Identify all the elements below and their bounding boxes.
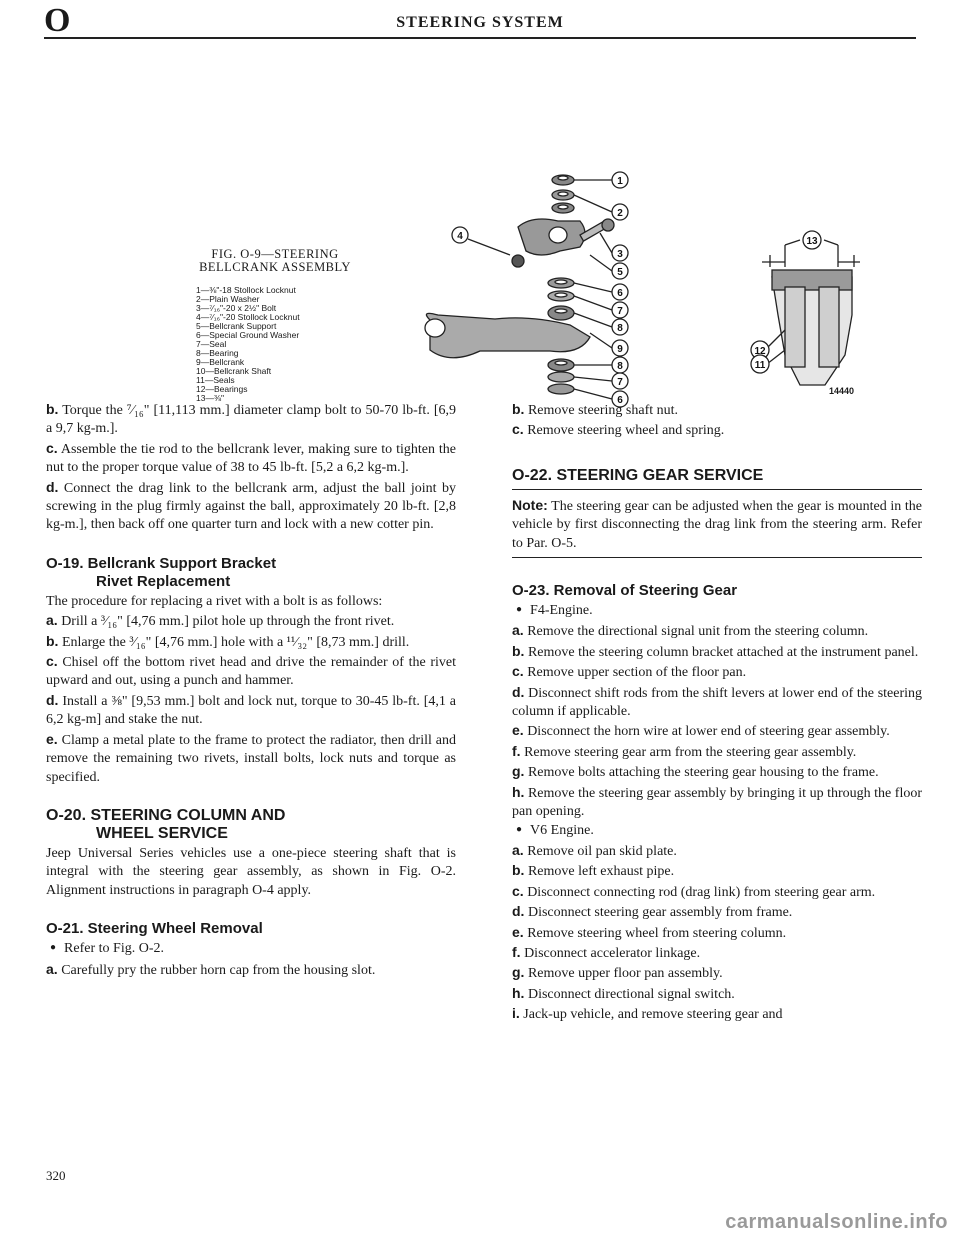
legend-item: 13—⅜" [196,393,225,403]
f4-step: d. Disconnect shift rods from the shift levers at lower end of the steering column if applicable. [512,683,923,720]
step-c-text: Assemble the tie rod to the bellcrank lever, making sure to tighten the nut to the proper torque value of 38 to 45 lb-ft. [5,2 a 6,2 kg-m.]. [46,441,456,476]
legend-item: 2—Plain Washer [196,294,260,304]
v6-step: d. Disconnect steering gear assembly from frame. [512,903,793,921]
callout-label: 12 [754,346,766,357]
legend-item: 9—Bellcrank [196,357,245,367]
v6-step: b. Remove left exhaust pipe. [512,862,675,880]
heading-o20-line2: WHEEL SERVICE [96,824,228,842]
note [512,496,922,553]
legend-item: 1—⅜"-18 Stollock Locknut [196,285,296,295]
legend-item: 12—Bearings [196,384,248,394]
figure-number: 14440 [829,386,855,396]
o19-step-d-text: Install a ⅜" [9,53 mm.] bolt and lock nut, torque to 30-45 lb-ft. [4,1 a 6,2 kg-m] and stake the nut. [46,693,457,728]
washer-part [548,278,574,288]
o19-step-b-text: Enlarge the ³⁄₁₆" [4,76 mm.] hole with a ¹¹⁄₃₂" [8,73 mm.] drill. [61,634,410,650]
f4-steps [512,621,922,821]
f4-step: a. Remove the directional signal unit from the steering column. [512,622,869,640]
v6-step: h. Disconnect directional signal switch. [512,984,735,1002]
legend-item: 7—Seal [196,339,227,349]
section-rule [512,557,922,558]
heading-o21: O-21. Steering Wheel Removal [46,920,263,938]
v6-step: e. Remove steering wheel from steering column. [512,923,787,941]
header-rule [44,37,916,39]
section-rule [512,489,922,490]
o21-step-a-text: Carefully pry the rubber horn cap from the housing slot. [61,962,376,978]
right-column [512,400,922,1025]
callout-label: 13 [806,236,818,247]
figure-caption [170,248,380,274]
o21-step-b-text: Remove steering shaft nut. [527,403,679,418]
figure-legend [196,286,300,403]
legend-item: 11—Seals [196,375,235,385]
callout-label: 8 [617,361,623,372]
o19-step-e-text: Clamp a metal plate to the frame to protect the radiator, then drill and remove the remaining two rivets, install bolts, lock nuts and torque as specified. [46,732,457,785]
bellcrank-section-view [751,231,860,385]
f4-bullet: ● F4-Engine. [512,602,922,621]
callout-label: 6 [617,395,623,406]
v6-step: f. Disconnect accelerator linkage. [512,943,701,961]
heading-o20-line1: O-20. STEERING COLUMN AND [46,806,286,824]
f4-step: c. Remove upper section of the floor pan. [512,663,747,681]
callout-label: 5 [617,267,623,278]
o19-step-c: c. Chisel off the bottom rivet head and drive the remainder of the rivet upward and out, using a punch and hammer. [46,653,457,689]
section-letter: O [44,2,71,39]
v6-step: a. Remove oil pan skid plate. [512,841,677,859]
bellcrank-support-part [512,219,585,267]
f4-step: b. Remove the steering column bracket attached at the instrument panel. [512,642,919,660]
left-column [46,400,456,980]
o21-bullet: ● Refer to Fig. O-2. [46,940,456,959]
heading-o22: O-22. STEERING GEAR SERVICE [512,466,764,484]
f4-step: f. Remove steering gear arm from the steering gear assembly. [512,742,857,760]
o19-step-c-text: Chisel off the bottom rivet head and drive the remainder of the rivet upward and out, using a punch and hammer. [46,655,457,689]
washer-part [552,203,574,213]
running-head: STEERING SYSTEM [396,14,564,31]
bearing-part [548,359,574,371]
callout-label: 9 [617,344,623,355]
v6-step: c. Disconnect connecting rod (drag link) from steering gear arm. [512,882,876,900]
callout-label: 7 [617,306,623,317]
callout-label: 1 [617,176,623,187]
v6-step: i. Jack-up vehicle, and remove steering gear and [512,1005,783,1023]
step-d: d. Connect the drag link to the bellcrank arm, adjust the ball joint by screwing in the plug firmly against the ball, approximately 20 lb-ft. [2,8 kg-m.], then back off one quarter turn and lock with a new cotter pin. [46,478,457,533]
bellcrank-diagram [440,155,880,406]
locknut-part [552,175,574,185]
o19-step-e: e. Clamp a metal plate to the frame to protect the radiator, then drill and remove the remaining two rivets, install bolts, lock nuts and torque as specified. [46,730,457,785]
o19-step-b: b. Enlarge the ³⁄₁₆" [4,76 mm.] hole with a ¹¹⁄₃₂" [8,73 mm.] drill. [46,632,410,650]
o19-step-d: d. Install a ⅜" [9,53 mm.] bolt and lock nut, torque to 30-45 lb-ft. [4,1 a 6,2 kg-m] and stake the nut. [46,691,457,728]
callout-label: 7 [617,377,623,388]
o21-step-c-text: Remove steering wheel and spring. [527,423,725,439]
v6-step: g. Remove upper floor pan assembly. [512,964,723,982]
callout-label: 8 [617,323,623,334]
legend-item: 8—Bearing [196,348,239,358]
v6-bullet: ● V6 Engine. [512,822,922,841]
heading-o19 [46,555,456,591]
callout-label: 2 [617,208,623,219]
legend-item: 10—Bellcrank Shaft [196,366,272,376]
callout-label: 3 [617,249,623,260]
f4-step: g. Remove bolts attaching the steering gear housing to the frame. [512,763,879,781]
legend-item: 6—Special Ground Washer [196,330,300,340]
step-d-text: Connect the drag link to the bellcrank arm, adjust the ball joint by screwing in the plug firmly against the ball, approximately 20 lb-ft. [2,8 kg-m.], then back off one quarter turn and lock with a new cotter pin. [46,480,457,533]
washer-part [552,190,574,200]
o19-step-a: a. Drill a ³⁄₁₆" [4,76 mm.] pilot hole up through the front rivet. [46,612,395,630]
callout-label: 6 [617,288,623,299]
step-b: b. Torque the ⁷⁄₁₆" [11,113 mm.] diameter clamp bolt to 50-70 lb-ft. [6,9 a 9,7 kg-m.]. [46,401,456,437]
figure-caption-line: BELLCRANK ASSEMBLY [199,260,351,274]
washer-part [548,384,574,394]
note-label: Note: [512,496,548,513]
step-b-text: Torque the ⁷⁄₁₆" [11,113 mm.] diameter clamp bolt to 50-70 lb-ft. [6,9 a 9,7 kg-m.]. [46,403,456,437]
legend-item: 5—Bellcrank Support [196,321,277,331]
legend-item: 3—⁷⁄₁₆"-20 x 2½" Bolt [196,303,277,313]
page-number: 320 [46,1168,66,1183]
o21-step-c: c. Remove steering wheel and spring. [512,421,725,439]
note-text: The steering gear can be adjusted when the gear is mounted in the vehicle by first disconnecting the drag link from the steering arm. Refer to Par. O-5. [512,498,922,551]
heading-o20 [46,807,456,843]
heading-o23: O-23. Removal of Steering Gear [512,582,738,600]
callout-label: 4 [457,231,463,242]
v6-steps [512,841,922,1025]
heading-o19-line2: Rivet Replacement [96,572,231,590]
seal-part [548,372,574,382]
legend-item: 4—⁷⁄₁₆"-20 Stollock Locknut [196,312,300,322]
heading-o19-line1: O-19. Bellcrank Support Bracket [46,554,277,572]
f4-step: h. Remove the steering gear assembly by bringing it up through the floor pan opening. [512,783,922,820]
figure-caption-line: FIG. O-9—STEERING [211,247,339,261]
o20-text: Jeep Universal Series vehicles use a one-piece steering shaft that is integral with the steering gear assembly, as shown in Fig. O-2. Alignment instructions in paragraph O-4 apply. [46,845,456,898]
o21-step-a: a. Carefully pry the rubber horn cap from the housing slot. [46,960,376,978]
o19-step-a-text: Drill a ³⁄₁₆" [4,76 mm.] pilot hole up through the front rivet. [61,614,395,630]
callout-label: 11 [754,360,766,371]
o21-step-b: b. Remove steering shaft nut. [512,401,679,418]
watermark: carmanualsonline.info [725,1211,948,1233]
step-c: c. Assemble the tie rod to the bellcrank lever, making sure to tighten the nut to the proper torque value of 38 to 45 lb-ft. [5,2 a 6,2 kg-m.]. [46,439,456,476]
f4-step: e. Disconnect the horn wire at lower end of steering gear assembly. [512,722,890,740]
seal-part [548,291,574,301]
bearing-part [548,306,574,320]
o19-intro: The procedure for replacing a rivet with a bolt is as follows: [46,593,383,609]
